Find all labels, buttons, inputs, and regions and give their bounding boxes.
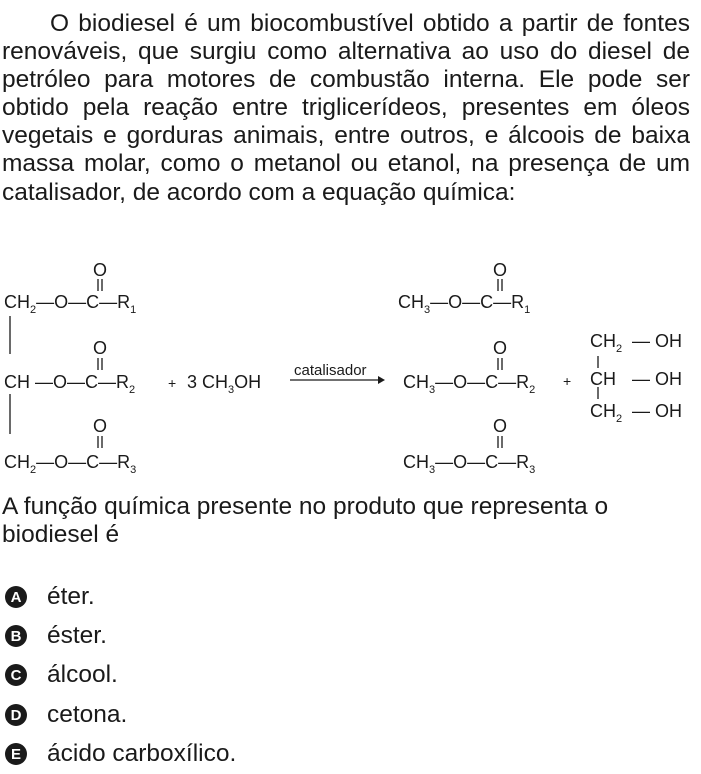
catalyst-label: catalisador — [294, 362, 367, 379]
carbonyl-oxygen: O — [493, 260, 508, 280]
triglyceride-row: $CH_2—O—C—R_1$ — [4, 292, 137, 316]
option-letter: B — [5, 625, 27, 647]
option-text: éter. — [47, 583, 95, 610]
carbonyl-oxygen: O — [93, 338, 108, 358]
option-d[interactable] — [5, 700, 127, 730]
option-text: cetona. — [47, 701, 128, 728]
option-text: álcool. — [47, 661, 118, 688]
option-letter: D — [5, 704, 27, 726]
transesterification-equation — [0, 250, 701, 480]
option-e[interactable] — [5, 739, 236, 769]
plus-sign: + — [563, 373, 572, 389]
ester-row: $CH_3—O—C—R_3$ — [403, 452, 536, 476]
methanol-label: 3 $CH_3OH$ — [187, 372, 262, 396]
ester-row: $CH_3—O—C—R_2$ — [403, 372, 536, 396]
glycerol-carbon: $CH_2$ — [590, 401, 623, 425]
triglyceride-row: CH $—O—C—R_2$ — [4, 372, 136, 396]
carbonyl-oxygen: O — [93, 416, 108, 436]
option-text: ácido carboxílico. — [47, 740, 237, 767]
carbonyl-oxygen: O — [493, 416, 508, 436]
glycerol-carbon: $CH_2$ — [590, 331, 623, 355]
option-b[interactable] — [5, 621, 107, 651]
option-letter: C — [5, 664, 27, 686]
carbonyl-oxygen: O — [93, 260, 108, 280]
ester-row: $CH_3—O—C—R_1$ — [398, 292, 531, 316]
glycerol-carbon: CH — [590, 369, 616, 389]
option-letter: E — [5, 743, 27, 765]
glycerol-hydroxyl: — OH — [632, 331, 683, 351]
triglyceride-row: $CH_2—O—C—R_3$ — [4, 452, 137, 476]
question-text: A função química presente no produto que representa o biodiesel é — [2, 493, 609, 549]
glycerol-hydroxyl: — OH — [632, 401, 683, 421]
plus-sign: + — [168, 375, 177, 391]
intro-paragraph: O biodiesel é um biocombustível obtido a partir de fontes renováveis, que surgiu como alternativa ao uso do diesel de petróleo para motores de combustão interna. Ele pode ser obtido pela reação entre triglicerídeos, presentes em óleos vegetais e gorduras animais, entre outros, e álcoois de baixa massa molar, como o metanol ou etanol, na presença de um catalisador, de acordo com a equação química: — [2, 10, 690, 206]
option-a[interactable] — [5, 582, 95, 612]
carbonyl-oxygen: O — [493, 338, 508, 358]
option-c[interactable] — [5, 660, 118, 690]
option-text: éster. — [47, 622, 107, 649]
option-letter: A — [5, 586, 27, 608]
glycerol-hydroxyl: — OH — [632, 369, 683, 389]
equation-labels — [4, 260, 682, 476]
